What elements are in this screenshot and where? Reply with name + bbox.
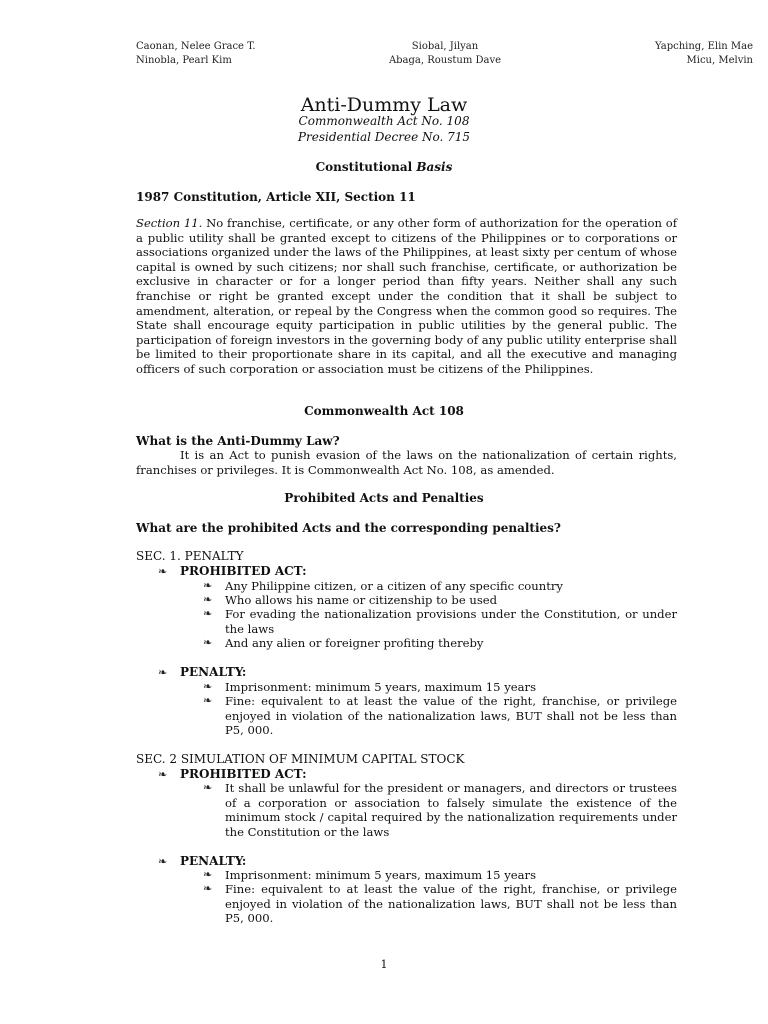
author-name: Caonan, Nelee Grace T.	[136, 41, 256, 52]
author-name: Siobal, Jilyan	[411, 41, 479, 52]
bullet-icon: ❧	[203, 636, 213, 649]
article-heading: 1987 Constitution, Article XII, Section 11	[136, 190, 416, 204]
bullet-icon: ❧	[158, 565, 168, 578]
heading-text: Constitutional	[315, 160, 417, 174]
prohibited-act-label	[158, 767, 307, 782]
list-item	[203, 694, 677, 738]
list-item-text: Any Philippine citizen, or a citizen of any specific country	[225, 579, 563, 593]
list-item	[203, 781, 677, 839]
document-title: Anti-Dummy Law	[300, 94, 468, 116]
label-text: PROHIBITED ACT:	[180, 767, 307, 781]
bullet-icon: ❧	[203, 781, 213, 794]
list-item-text: It shall be unlawful for the president or managers, and directors or trustees of a corporation or association to falsely simulate the existence of the minimum stock / capital required by the nationalization requirements under the Constitution or the laws	[225, 781, 677, 839]
label-text: PENALTY:	[180, 854, 247, 868]
author-name: Abaga, Roustum Dave	[388, 55, 502, 66]
penalty-label	[158, 665, 246, 680]
section-11-text: No franchise, certificate, or any other form of authorization for the operation of a public utility shall be granted except to citizens of the Philippines or to corporations or associations organized under the laws of the Philippines, at least sixty per centum of whose capital is owned by such citizens; nor shall such franchise, certificate, or authorization be exclusive in character or for a longer period than fifty years. Neither shall any such franchise or right be granted except under the condition that it shall be subject to amendment, alteration, or repeal by the Congress when the common good so requires. The State shall encourage equity participation in public utilities by the general public. The participation of foreign investors in the governing body of any public utility enterprise shall be limited to their proportionate share in its capital, and all the executive and managing officers of such corporation or association must be citizens of the Philippines.	[136, 216, 677, 376]
bullet-icon: ❧	[203, 694, 213, 707]
question-heading: What are the prohibited Acts and the corresponding penalties?	[136, 521, 561, 535]
list-item-text: Fine: equivalent to at least the value of the right, franchise, or privilege enjoyed in violation of the nationalization laws, BUT shall not be less than P5, 000.	[225, 694, 677, 738]
list-item-text: Who allows his name or citizenship to be used	[225, 593, 498, 607]
author-column-1	[136, 40, 256, 68]
subtitle-commonwealth-act: Commonwealth Act No. 108	[298, 114, 470, 128]
bullet-icon: ❧	[158, 666, 168, 679]
author-column-3	[655, 40, 753, 68]
penalty-label	[158, 854, 246, 869]
bullet-icon: ❧	[203, 882, 213, 895]
section-11-label: Section 11.	[136, 216, 203, 230]
bullet-icon: ❧	[203, 579, 213, 592]
bullet-icon: ❧	[203, 680, 213, 693]
question-heading: What is the Anti-Dummy Law?	[136, 434, 340, 448]
list-item-text: Imprisonment: minimum 5 years, maximum 15 years	[225, 680, 537, 694]
list-item-text: And any alien or foreigner profiting thereby	[225, 636, 484, 650]
author-name: Micu, Melvin	[686, 55, 753, 66]
bullet-icon: ❧	[158, 855, 168, 868]
heading-text-italic: Basis	[416, 160, 453, 174]
sec-2-title: SEC. 2 SIMULATION OF MINIMUM CAPITAL STOCK	[136, 752, 465, 766]
list-item	[203, 607, 677, 636]
bullet-icon: ❧	[203, 593, 213, 606]
page-number: 1	[380, 958, 388, 971]
author-column-2	[365, 40, 525, 68]
bullet-icon: ❧	[203, 607, 213, 620]
list-item	[203, 882, 677, 926]
list-item	[203, 579, 677, 594]
list-item	[203, 680, 677, 695]
list-item-text: For evading the nationalization provisions under the Constitution, or under the laws	[225, 607, 677, 636]
bullet-icon: ❧	[158, 768, 168, 781]
list-item-text: Imprisonment: minimum 5 years, maximum 15 years	[225, 868, 537, 882]
label-text: PROHIBITED ACT:	[180, 564, 307, 578]
label-text: PENALTY:	[180, 665, 247, 679]
author-name: Yapching, Elin Mae	[654, 41, 753, 52]
section-heading-commonwealth-act: Commonwealth Act 108	[304, 404, 464, 418]
sec-1-title: SEC. 1. PENALTY	[136, 549, 244, 563]
subtitle-presidential-decree: Presidential Decree No. 715	[297, 130, 471, 144]
list-item	[203, 636, 677, 651]
author-name: Ninobla, Pearl Kim	[136, 55, 232, 66]
list-item-text: Fine: equivalent to at least the value of the right, franchise, or privilege enjoyed in violation of the nationalization laws, BUT shall not be less than P5, 000.	[225, 882, 677, 926]
prohibited-act-label	[158, 564, 307, 579]
list-item	[203, 593, 677, 608]
list-item	[203, 868, 677, 883]
answer-paragraph: It is an Act to punish evasion of the laws on the nationalization of certain rights, franchises or privileges. It is Commonwealth Act No. 108, as amended.	[136, 448, 677, 477]
section-11-paragraph	[136, 216, 677, 377]
section-heading-prohibited-acts: Prohibited Acts and Penalties	[284, 491, 484, 505]
bullet-icon: ❧	[203, 868, 213, 881]
section-heading-constitutional-basis	[0, 160, 768, 175]
